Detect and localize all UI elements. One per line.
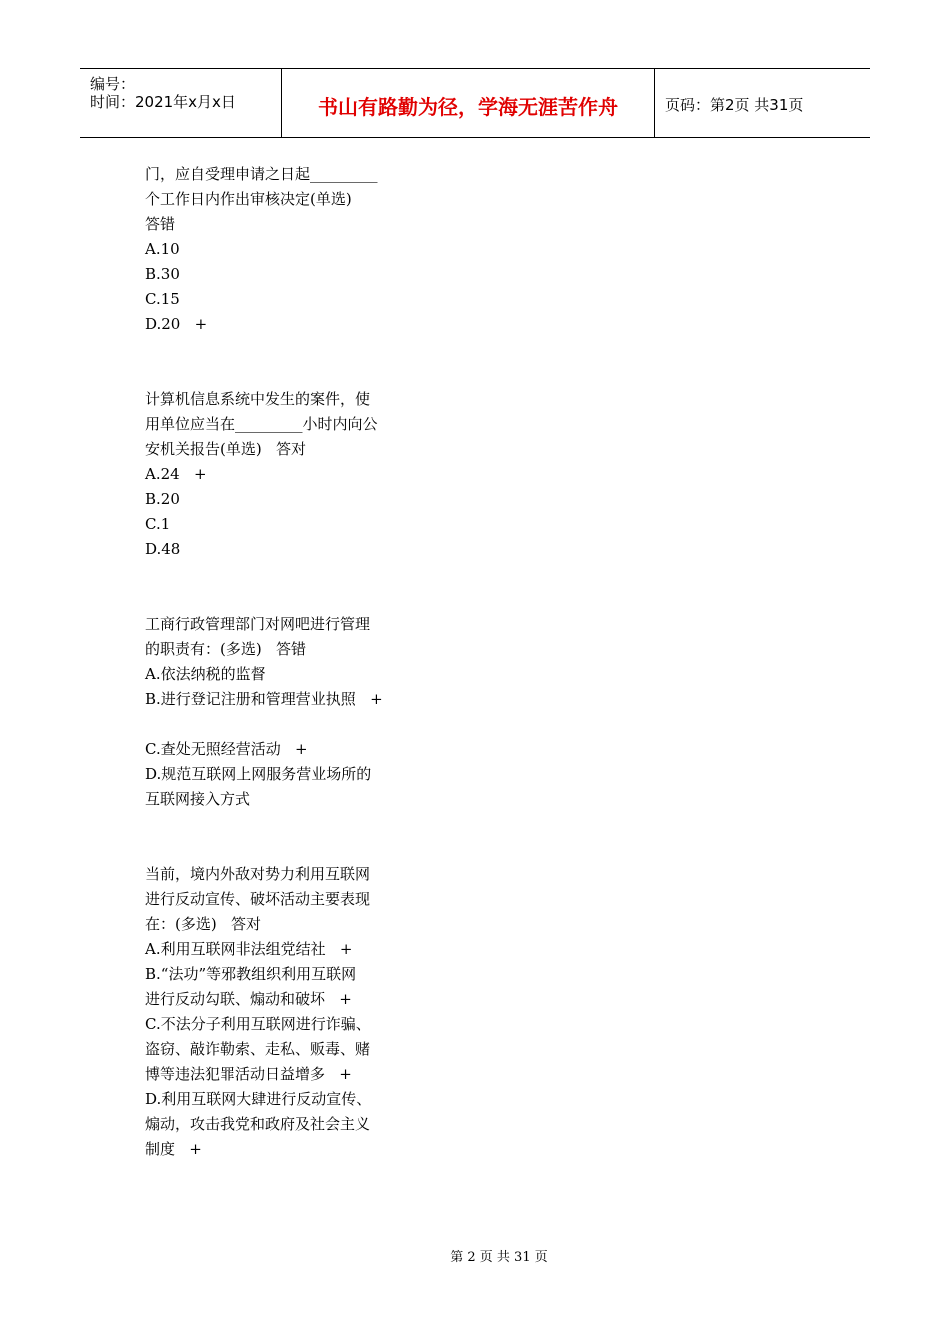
header-motto-cell [282,69,655,137]
option-item: C.查处无照经营活动 + [145,740,308,758]
option-item: 进行反动勾联、煽动和破坏 + [145,990,352,1008]
question-block [145,862,425,1162]
option-item: A.24 + [145,465,207,483]
option-item: D.规范互联网上网服务营业场所的 [145,765,372,783]
question-text: 工商行政管理部门对网吧进行管理 [145,615,371,633]
option-item: C.不法分子利用互联网进行诈骗、 [145,1015,371,1033]
page-footer: 第 2 页 共 31 页 [450,1250,548,1265]
question-text: 在：(多选) 答对 [145,915,262,933]
option-item: C.1 [145,515,171,533]
header-meta [80,69,282,137]
option-item: 盗窃、敲诈勒索、走私、贩毒、赌 [145,1040,371,1058]
option-item: B.30 [145,265,180,283]
header-page-cell [655,69,870,137]
option-item: 博等违法犯罪活动日益增多 + [145,1065,352,1083]
page-header [80,68,870,138]
motto: 书山有路勤为径，学海无涯苦作舟 [318,95,618,119]
question-text: 门，应自受理申请之日起_________ [145,165,378,183]
option-item: 煽动，攻击我党和政府及社会主义 [145,1115,371,1133]
question-text: 进行反动宣传、破坏活动主要表现 [145,890,371,908]
option-item: D.利用互联网大肆进行反动宣传、 [145,1090,372,1108]
question-list [145,162,425,1162]
question-result: 答错 [145,215,176,233]
option-item: B.“法功”等邪教组织利用互联网 [145,965,357,983]
question-text: 的职责有：(多选) 答错 [145,640,307,658]
time-label: 时间：2021年x月x日 [90,93,236,111]
option-item: D.48 [145,540,181,558]
option-item: A.利用互联网非法组党结社 + [145,940,353,958]
question-block [145,612,425,812]
question-text: 当前，境内外敌对势力利用互联网 [145,865,371,883]
option-item: 互联网接入方式 [145,790,251,808]
page-label: 页码：第2页 共31页 [665,96,804,114]
question-text: 用单位应当在_________小时内向公 [145,415,378,433]
question-text: 个工作日内作出审核决定(单选) [145,190,352,208]
question-block [145,162,425,337]
question-text: 安机关报告(单选) 答对 [145,440,307,458]
question-block [145,387,425,562]
option-item: B.进行登记注册和管理营业执照 + [145,690,383,708]
option-item: 制度 + [145,1140,202,1158]
option-item: C.15 [145,290,180,308]
option-item: A.依法纳税的监督 [145,665,266,683]
code-label: 编号： [90,75,136,93]
blank-line [145,712,425,737]
option-item: B.20 [145,490,180,508]
question-text: 计算机信息系统中发生的案件，使 [145,390,371,408]
option-item: D.20 + [145,315,208,333]
option-item: A.10 [145,240,180,258]
